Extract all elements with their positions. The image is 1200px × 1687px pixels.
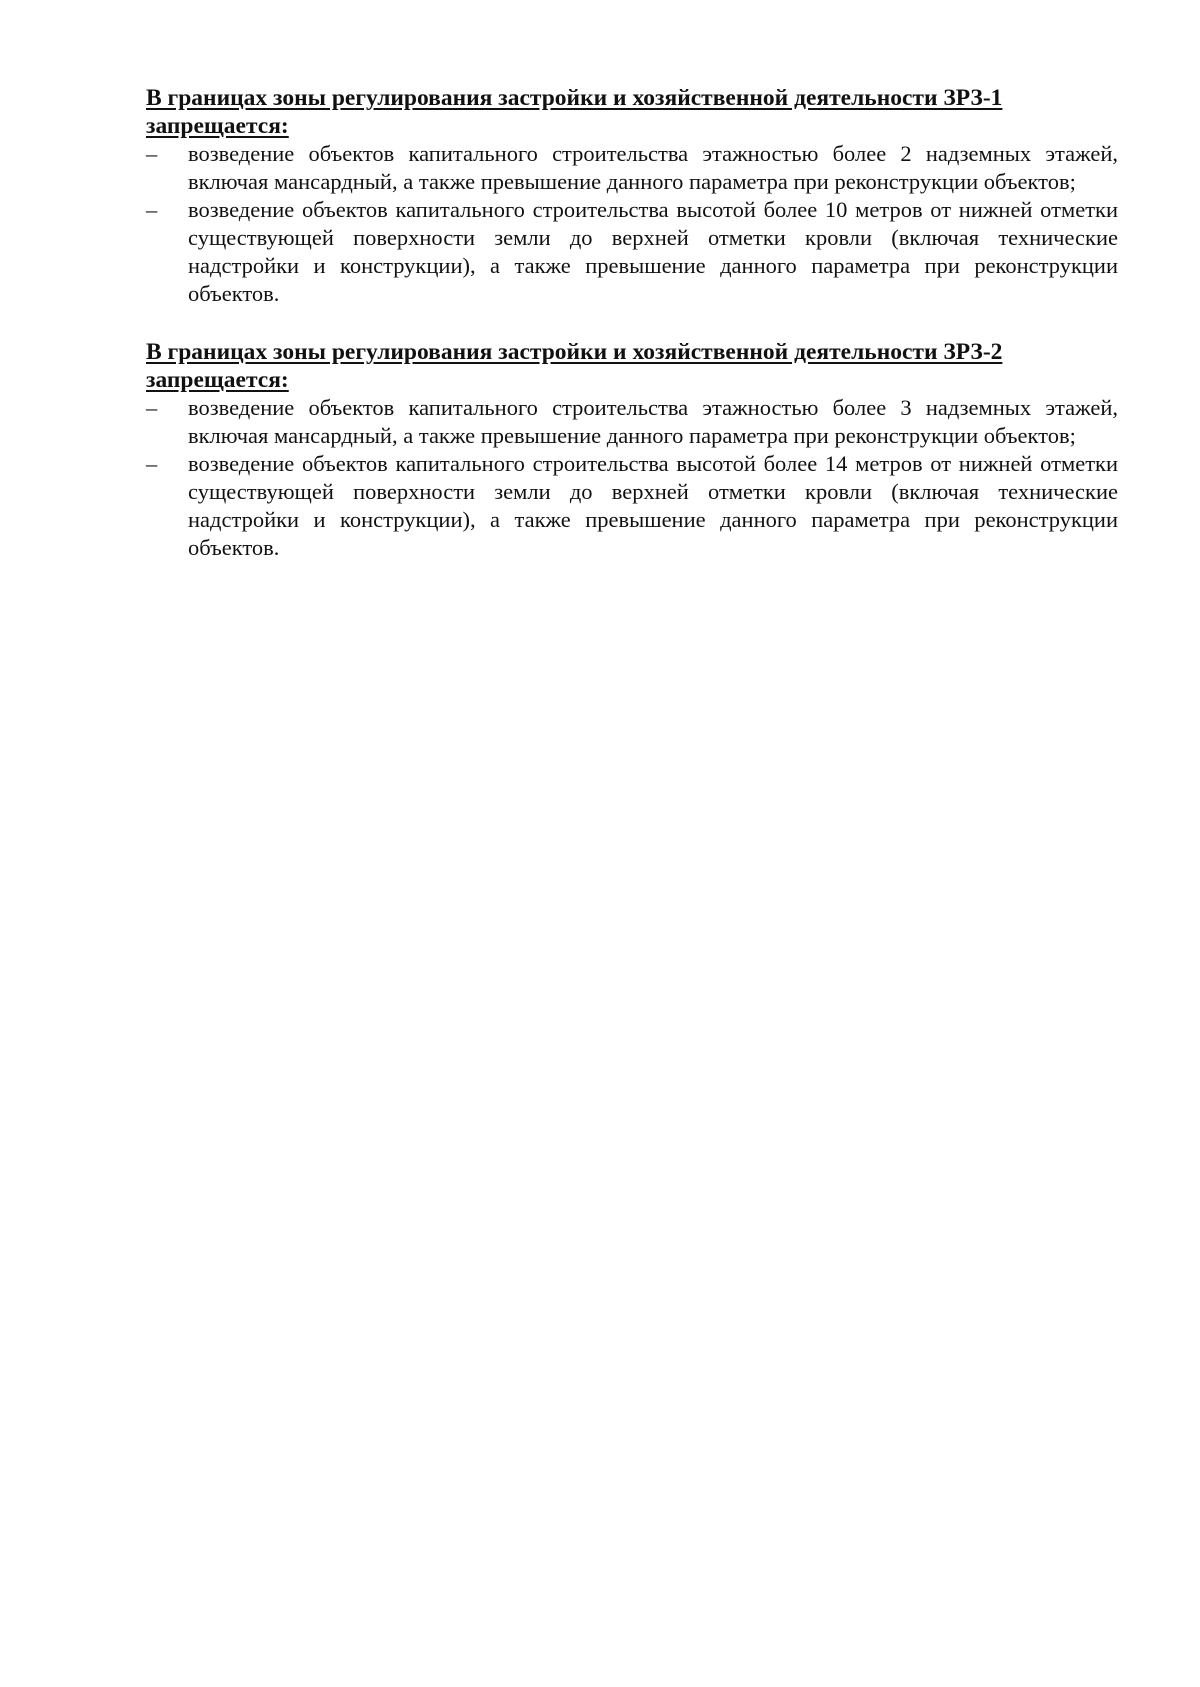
- dash-bullet: –: [146, 197, 158, 222]
- list-item-text: возведение объектов капитального строительства высотой более 10 метров от нижней отметки существующей поверхности земли до верхней отметки кровли (включая технические надстройки и конструкции), а также превышение данного параметра при реконструкции объектов.: [188, 197, 1118, 306]
- prohibition-list: [146, 394, 1118, 562]
- section-zrz-2: [146, 338, 1118, 562]
- dash-bullet: –: [146, 141, 158, 166]
- dash-bullet: –: [146, 395, 158, 420]
- section-heading: [146, 84, 1118, 140]
- list-item: [146, 450, 1118, 562]
- document-page: [146, 84, 1118, 592]
- list-item-text: возведение объектов капитального строительства этажностью более 3 надземных этажей, включая мансардный, а также превышение данного параметра при реконструкции объектов;: [188, 395, 1118, 448]
- section-heading-line1: В границах зоны регулирования застройки и хозяйственной деятельности ЗРЗ-2: [146, 339, 1003, 365]
- prohibition-list: [146, 140, 1118, 308]
- list-item-text: возведение объектов капитального строительства высотой более 14 метров от нижней отметки существующей поверхности земли до верхней отметки кровли (включая технические надстройки и конструкции), а также превышение данного параметра при реконструкции объектов.: [188, 451, 1118, 560]
- section-heading: [146, 338, 1118, 394]
- section-heading-line2: запрещается:: [146, 113, 289, 139]
- section-zrz-1: [146, 84, 1118, 308]
- list-item-text: возведение объектов капитального строительства этажностью более 2 надземных этажей, включая мансардный, а также превышение данного параметра при реконструкции объектов;: [188, 141, 1118, 194]
- section-heading-line1: В границах зоны регулирования застройки и хозяйственной деятельности ЗРЗ-1: [146, 85, 1003, 111]
- dash-bullet: –: [146, 451, 158, 476]
- list-item: [146, 140, 1118, 196]
- section-heading-line2: запрещается:: [146, 367, 289, 393]
- list-item: [146, 196, 1118, 308]
- list-item: [146, 394, 1118, 450]
